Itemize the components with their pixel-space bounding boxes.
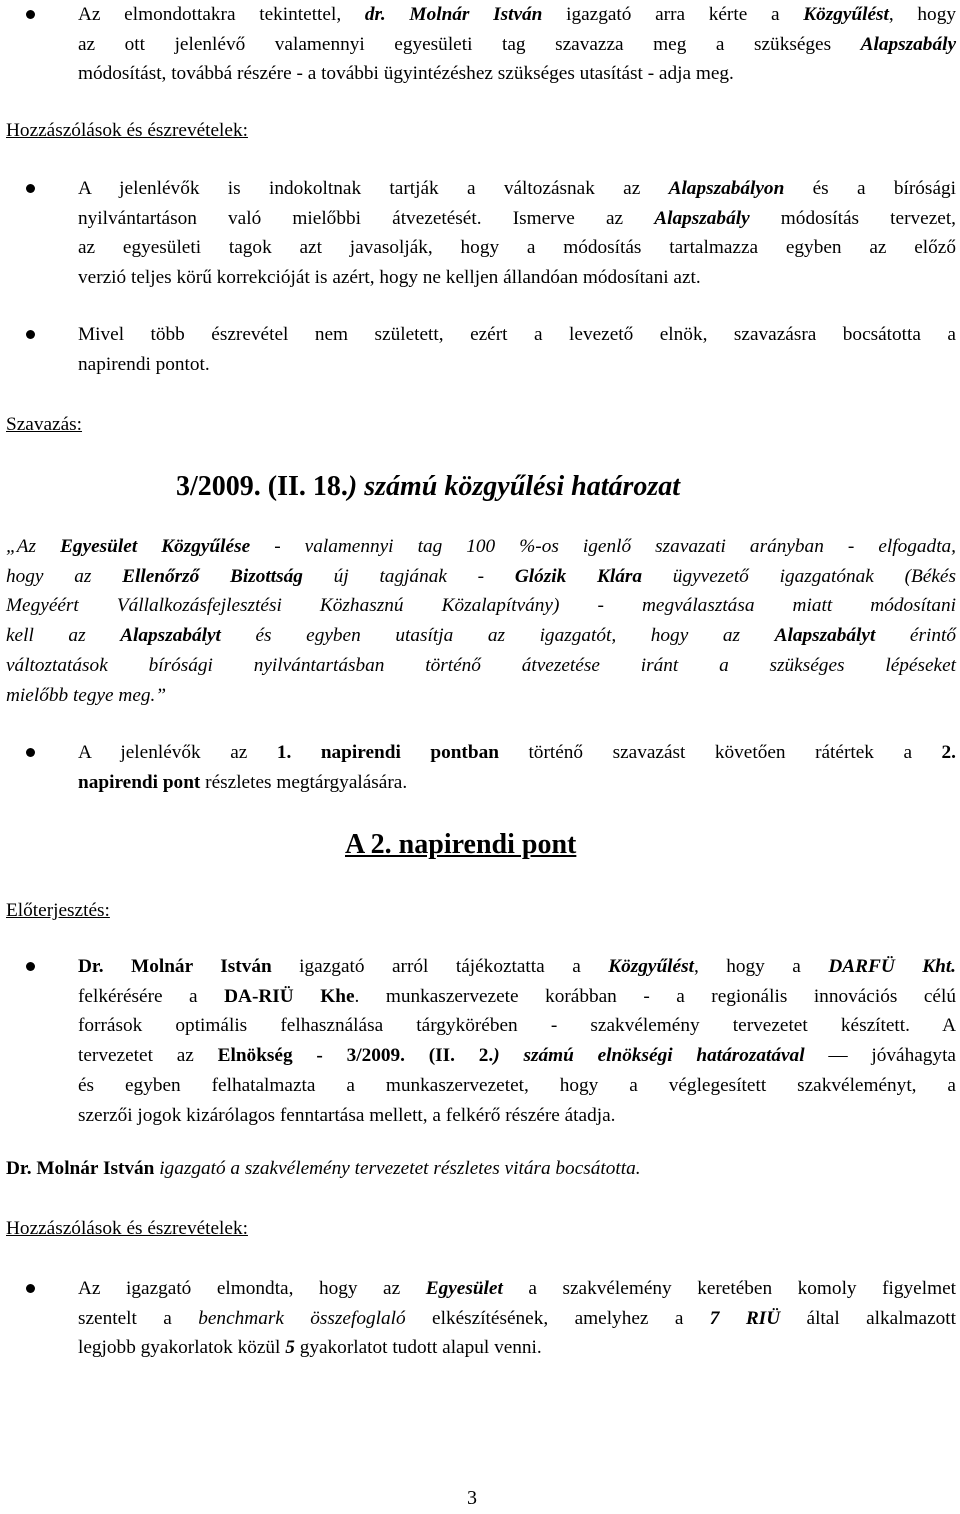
line: A jelenlévők is indokoltnak tartják a változásnak az Alapszabályon és a bírósági [78,178,956,199]
line: Dr. Molnár István igazgató arról tájékoztatta a Közgyűlést, hogy a DARFÜ Kht. [78,956,956,977]
page-number: 3 [467,1487,477,1509]
resolution-text [6,532,956,710]
bullet-item-4 [78,738,956,797]
line: mielőbb tegye meg.” [6,684,167,706]
line: források optimális felhasználása tárgykörében - szakvélemény tervezetet készített. A [78,1015,956,1037]
bullet-item-3 [78,320,956,379]
line: módosítást, továbbá részére - a további ügyintézéshez szükséges utasítást - adja meg. [78,63,734,85]
line: felkérésére a DA-RIÜ Khe. munkaszervezete korábban - a regionális innovációs célú [78,985,956,1007]
line: szerzői jogok kizárólagos fenntartása mellett, a felkérő részére átadja. [78,1104,616,1126]
bullet-item-6 [78,1274,956,1363]
line: Megyéért Vállalkozásfejlesztési Közhasznú Közalapítvány) - megválasztása miatt módosítani [6,595,956,617]
line: és egyben felhatalmazta a munkaszervezetet, hogy a véglegesített szakvéleményt, a [78,1074,956,1096]
section-heading-voting: Szavazás: [6,414,83,435]
line: A jelenlévők az 1. napirendi pontban történő szavazást követően rátértek a 2. [78,742,956,763]
line: napirendi pontot. [78,353,210,375]
line: „Az Egyesület Közgyűlése - valamennyi tag 100 %-os igenlő szavazati arányban - elfogadta, [6,536,957,557]
section-heading-comments-2: Hozzászólások és észrevételek: [6,1218,248,1239]
line: hogy az Ellenőrző Bizottság új tagjának - Glózik Klára ügyvezető igazgatónak (Békés [6,565,956,587]
line: napirendi pont részletes megtárgyalására. [78,771,408,793]
line: az egyesületi tagok azt javasolják, hogy a módosítás tartalmazza egyben az előző [78,237,956,259]
resolution-title: 3/2009. (II. 18.) számú közgyűlési határozat [176,471,681,502]
line: tervezetet az Elnökség - 3/2009. (II. 2.) számú elnökségi határozatával — jóváhagyta [78,1045,956,1067]
line: változtatások bírósági nyilvántartásban történő átvezetése iránt a szükséges lépéseket [6,654,956,676]
bullet-item-2 [78,174,956,293]
section-heading-proposal: Előterjesztés: [6,900,110,921]
line: Az igazgató elmondta, hogy az Egyesület a szakvélemény keretében komoly figyelmet [78,1278,956,1299]
line: az ott jelenlévő valamennyi egyesületi tag szavazza meg a szükséges Alapszabály [78,33,956,55]
line: szentelt a benchmark összefoglaló elkészítésének, amelyhez a 7 RIÜ által alkalmazott [78,1307,957,1329]
line: Az elmondottakra tekintettel, dr. Molnár István igazgató arra kérte a Közgyűlést, hogy [78,4,956,25]
line: Mivel több észrevétel nem született, ezért a levezető elnök, szavazásra bocsátotta a [78,324,956,345]
line: nyilvántartáson való mielőbbi átvezetését. Ismerve az Alapszabály módosítás tervezet, [78,207,957,229]
bullet-item-1 [78,0,956,89]
section-title: A 2. napirendi pont [345,829,577,860]
line: kell az Alapszabályt és egyben utasítja az igazgatót, hogy az Alapszabályt érintő [6,625,956,647]
line: verzió teljes körű korrekcióját is azért, hogy ne kelljen állandóan módosítani azt. [78,267,701,289]
bullet-item-5 [78,952,956,1130]
paragraph [6,1154,956,1184]
line: Dr. Molnár István igazgató a szakvélemény tervezetet részletes vitára bocsátotta. [6,1158,641,1179]
section-heading-comments: Hozzászólások és észrevételek: [6,120,248,141]
line: legjobb gyakorlatok közül 5 gyakorlatot tudott alapul venni. [78,1337,542,1359]
